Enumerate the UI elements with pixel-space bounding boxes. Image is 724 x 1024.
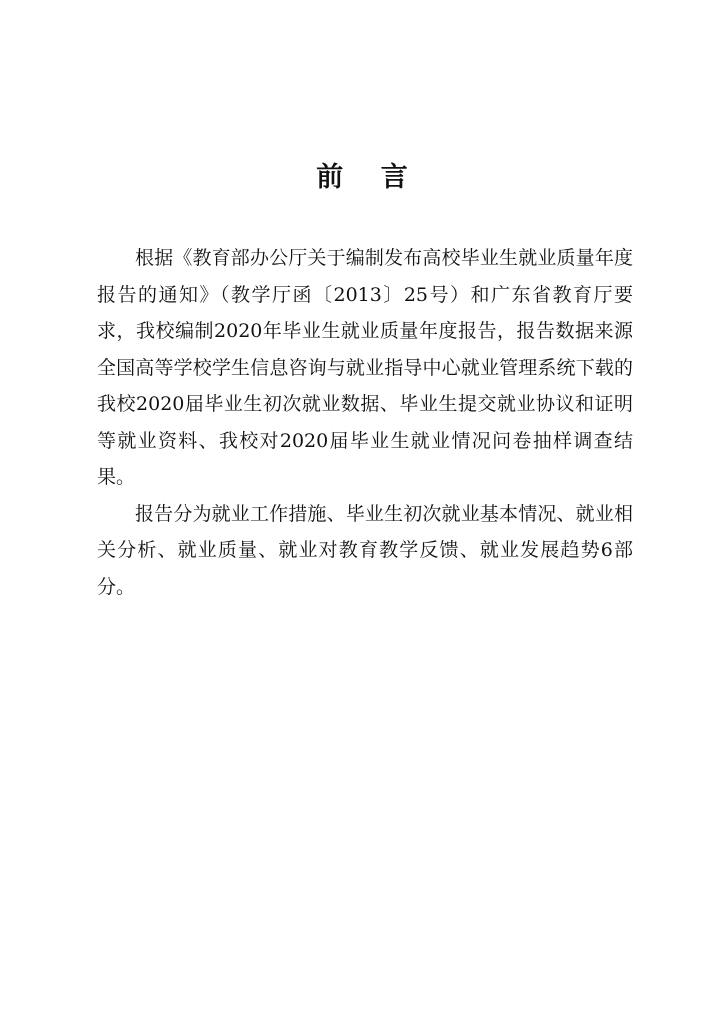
page-title: 前 言 <box>316 162 422 193</box>
preface-body <box>97 240 633 605</box>
preface-paragraph-1: 根据《教育部办公厅关于编制发布高校毕业生就业质量年度报告的通知》（教学厅函〔2013〕25号）和广东省教育厅要求，我校编制2020年毕业生就业质量年度报告，报告数据来源全国高等学校学生信息咨询与就业指导中心就业管理系统下载的我校2020届毕业生初次就业数据、毕业生提交就业协议和证明等就业资料、我校对2020届毕业生就业情况问卷抽样调查结果。 <box>97 247 633 488</box>
preface-paragraph-2: 报告分为就业工作措施、毕业生初次就业基本情况、就业相关分析、就业质量、就业对教育教学反馈、就业发展趋势6部分。 <box>97 502 633 598</box>
